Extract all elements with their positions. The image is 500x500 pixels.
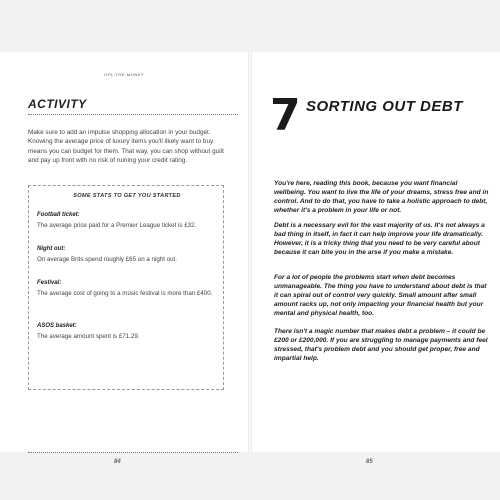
page-number-right: 85	[366, 459, 373, 465]
activity-intro: Make sure to add an impulse shopping allocation in your budget. Knowing the average price of luxury items you'll likely want to buy means you can budget for them. That way, you can shop without guilt and pay up front with no risk of ruining your credit rating.	[28, 129, 224, 165]
chapter-number: 7	[270, 90, 301, 141]
stat-label-night-out: Night out:	[37, 246, 66, 252]
activity-title: ACTIVITY	[28, 97, 87, 111]
stats-box	[28, 185, 224, 390]
stat-text-festival: The average cost of going to a music festival is more than £400.	[37, 290, 213, 297]
body-paragraph: Debt is a necessary evil for the vast majority of us. It's not always a bad thing in itself, in fact it can help improve your life dramatically. However, it is a tricky thing that you need to be very careful about because it can bite you in the arse if you make a mistake.	[274, 222, 485, 256]
body-paragraph: For a lot of people the problems start when debt becomes unmanageable. The thing you have to understand about debt is that it can spiral out of control very quickly. Small amount after small amount racks up, not only impacting your financial health but your mental and physical health, too.	[274, 274, 487, 317]
stat-label-asos: ASOS basket:	[37, 323, 77, 329]
page-number-left: 84	[114, 459, 121, 465]
left-page	[0, 52, 248, 465]
right-page	[252, 52, 500, 465]
divider-bottom	[28, 452, 238, 453]
body-paragraph: There isn't a magic number that makes debt a problem – it could be £200 or £200,000. If you are struggling to manage payments and feel stressed, that's problem debt and you should get proper, free and impartial help.	[274, 328, 488, 362]
chapter-title: SORTING OUT DEBT	[306, 98, 463, 115]
running-head: OPL-THE-MONEY	[104, 72, 144, 77]
book-spread	[0, 52, 500, 465]
stats-title: SOME STATS TO GET YOU STARTED	[73, 193, 181, 199]
stat-label-football: Football ticket:	[37, 212, 80, 218]
stat-text-asos: The average amount spent is £71.29.	[37, 333, 140, 340]
stat-label-festival: Festival:	[37, 280, 62, 286]
stat-text-football: The average price paid for a Premier League ticket is £32.	[37, 222, 197, 229]
divider-top	[28, 114, 238, 115]
stat-text-night-out: On average Brits spend roughly £65 on a night out.	[37, 256, 177, 263]
body-paragraph: You're here, reading this book, because you want financial wellbeing. You want to live the life of your dreams, stress free and in control. And to do that, you have to take a holistic approach to debt, whether it's a problem in your life or not.	[274, 180, 489, 214]
